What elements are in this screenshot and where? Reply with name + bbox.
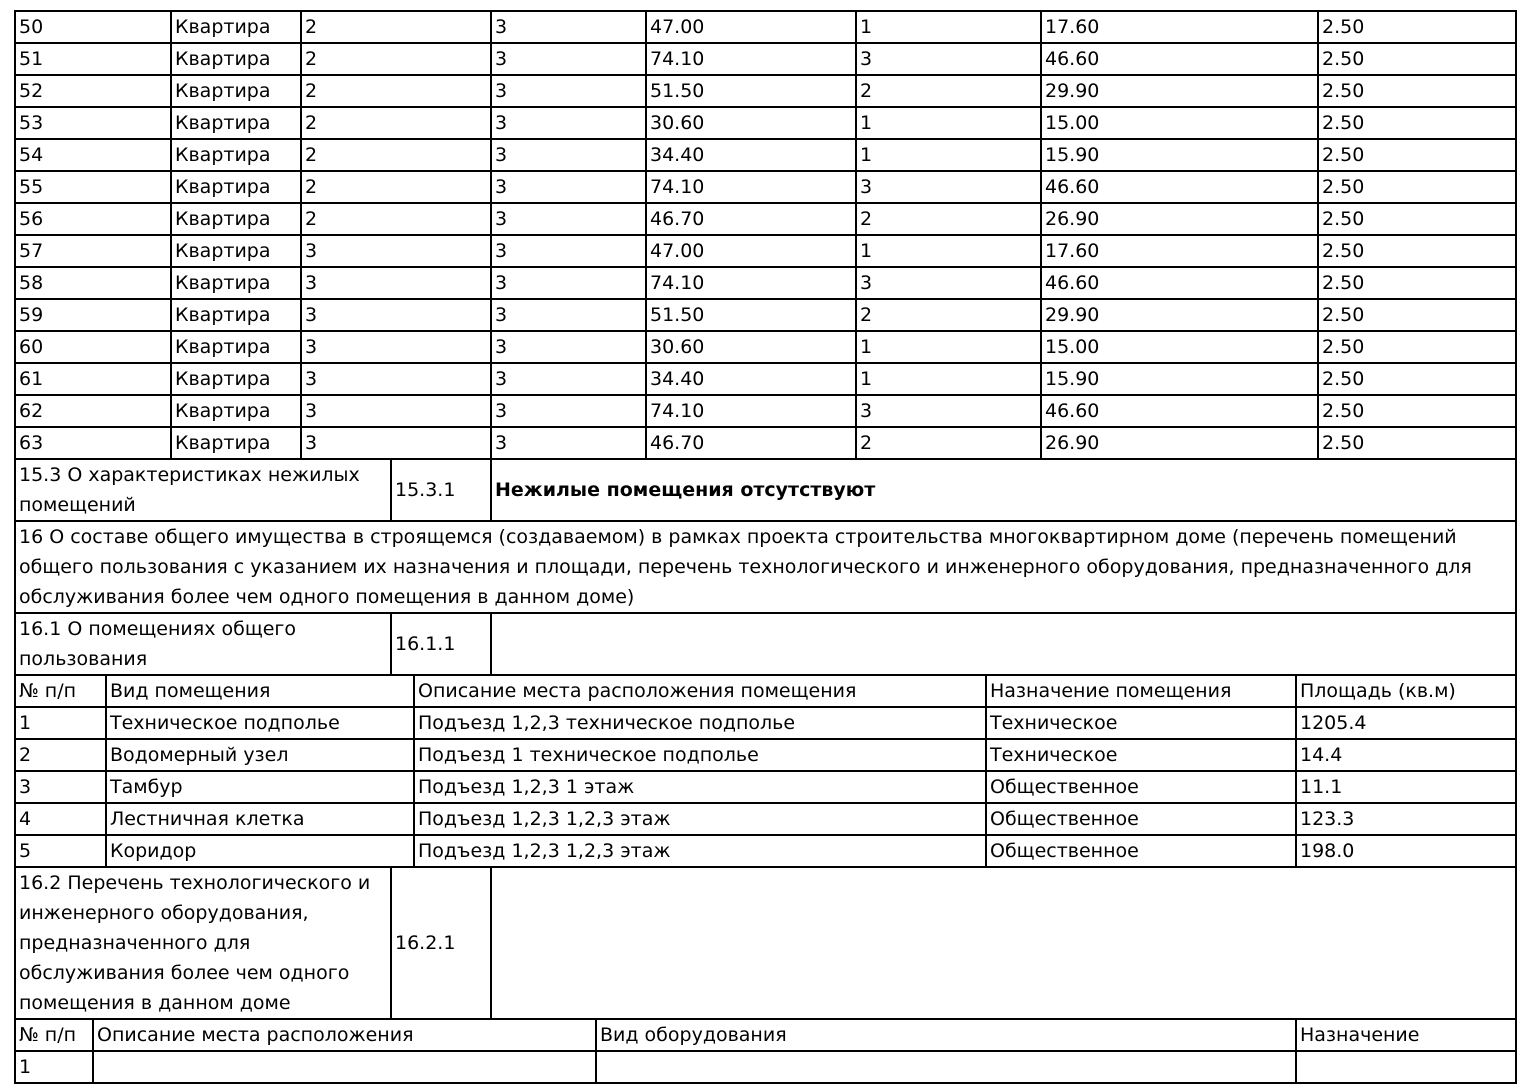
table-cell: 3	[491, 203, 646, 235]
table-cell: 74.10	[646, 43, 856, 75]
table-cell: 52	[15, 75, 171, 107]
table-cell: Квартира	[171, 139, 301, 171]
premises-table	[14, 674, 1517, 868]
table-cell: 3	[491, 395, 646, 427]
table-cell: 3	[491, 427, 646, 459]
table-cell: 3	[491, 267, 646, 299]
table-cell: Тамбур	[106, 771, 414, 803]
premises-header-type: Вид помещения	[106, 675, 414, 707]
table-cell: 3	[491, 171, 646, 203]
table-cell: 2	[856, 299, 1041, 331]
table-cell: 74.10	[646, 267, 856, 299]
table-cell: 47.00	[646, 11, 856, 43]
table-cell: 30.60	[646, 107, 856, 139]
table-cell: 1	[15, 1051, 93, 1083]
table-cell: 2	[856, 427, 1041, 459]
table-cell: 2.50	[1318, 267, 1516, 299]
table-cell: Подъезд 1,2,3 1 этаж	[414, 771, 986, 803]
table-cell: 29.90	[1041, 75, 1318, 107]
table-cell: Лестничная клетка	[106, 803, 414, 835]
section-16-2-value	[491, 867, 1516, 1019]
table-cell: 2.50	[1318, 11, 1516, 43]
table-cell: 29.90	[1041, 299, 1318, 331]
table-row	[15, 235, 1516, 267]
table-cell: 54	[15, 139, 171, 171]
table-cell	[596, 1051, 1296, 1083]
table-cell: 2.50	[1318, 75, 1516, 107]
table-cell: 50	[15, 11, 171, 43]
table-cell	[1296, 1051, 1516, 1083]
table-cell: 1	[856, 363, 1041, 395]
table-cell: 1205.4	[1296, 707, 1516, 739]
table-cell: 17.60	[1041, 235, 1318, 267]
table-cell: Квартира	[171, 11, 301, 43]
equipment-header-purpose: Назначение	[1296, 1019, 1516, 1051]
table-cell: 11.1	[1296, 771, 1516, 803]
table-cell: 3	[856, 43, 1041, 75]
table-cell: Подъезд 1 техническое подполье	[414, 739, 986, 771]
table-cell: Водомерный узел	[106, 739, 414, 771]
table-cell: 1	[856, 139, 1041, 171]
table-cell: Квартира	[171, 75, 301, 107]
equipment-header-num: № п/п	[15, 1019, 93, 1051]
table-cell: Общественное	[986, 835, 1296, 867]
table-row	[15, 739, 1516, 771]
table-cell: Квартира	[171, 171, 301, 203]
table-cell: 4	[15, 803, 106, 835]
table-cell: Квартира	[171, 107, 301, 139]
table-cell: Подъезд 1,2,3 1,2,3 этаж	[414, 835, 986, 867]
table-cell: 61	[15, 363, 171, 395]
table-cell: 3	[301, 267, 491, 299]
table-cell: Квартира	[171, 363, 301, 395]
table-row	[15, 43, 1516, 75]
table-cell: Техническое	[986, 707, 1296, 739]
section-16-1-code: 16.1.1	[391, 613, 491, 675]
section-15-3-value: Нежилые помещения отсутствуют	[491, 459, 1516, 521]
section-16-2-label: 16.2 Перечень технологического и инженерного оборудования, предназначенного для обслуживания более чем одного помещения в данном доме	[15, 867, 391, 1019]
equipment-table	[14, 1018, 1517, 1084]
table-cell: 15.00	[1041, 331, 1318, 363]
table-cell: Квартира	[171, 331, 301, 363]
table-cell: 60	[15, 331, 171, 363]
table-cell: Квартира	[171, 203, 301, 235]
table-cell: 2	[301, 171, 491, 203]
table-cell: 15.90	[1041, 363, 1318, 395]
equipment-table-body	[15, 1051, 1516, 1083]
premises-table-header-row	[15, 675, 1516, 707]
section-16-1	[14, 612, 1517, 676]
table-cell	[93, 1051, 596, 1083]
table-cell: 3	[491, 363, 646, 395]
table-row	[15, 267, 1516, 299]
table-cell: 58	[15, 267, 171, 299]
table-cell: 2.50	[1318, 43, 1516, 75]
table-cell: 3	[491, 331, 646, 363]
table-cell: 15.00	[1041, 107, 1318, 139]
table-row	[15, 139, 1516, 171]
table-cell: Квартира	[171, 427, 301, 459]
section-16-1-label: 16.1 О помещениях общего пользования	[15, 613, 391, 675]
table-cell: 3	[15, 771, 106, 803]
table-cell: 1	[856, 235, 1041, 267]
table-cell: 46.70	[646, 427, 856, 459]
table-cell: 3	[301, 363, 491, 395]
table-row	[15, 75, 1516, 107]
table-cell: 26.90	[1041, 203, 1318, 235]
table-cell: 1	[856, 11, 1041, 43]
table-cell: Квартира	[171, 235, 301, 267]
premises-header-num: № п/п	[15, 675, 106, 707]
table-cell: 62	[15, 395, 171, 427]
table-cell: 3	[856, 267, 1041, 299]
table-cell: 198.0	[1296, 835, 1516, 867]
table-cell: 51.50	[646, 299, 856, 331]
table-cell: Подъезд 1,2,3 техническое подполье	[414, 707, 986, 739]
table-cell: 74.10	[646, 171, 856, 203]
table-cell: 17.60	[1041, 11, 1318, 43]
table-cell: Подъезд 1,2,3 1,2,3 этаж	[414, 803, 986, 835]
table-cell: 3	[301, 331, 491, 363]
table-cell: 2	[301, 203, 491, 235]
section-15-3	[14, 458, 1517, 522]
table-cell: Квартира	[171, 299, 301, 331]
table-row	[15, 707, 1516, 739]
section-16-1-row	[15, 613, 1516, 675]
apartments-table	[14, 10, 1517, 460]
equipment-table-header-row	[15, 1019, 1516, 1051]
table-cell: Квартира	[171, 267, 301, 299]
table-cell: 57	[15, 235, 171, 267]
premises-header-purpose: Назначение помещения	[986, 675, 1296, 707]
table-cell: 3	[491, 235, 646, 267]
table-cell: 2	[301, 139, 491, 171]
table-cell: 1	[856, 107, 1041, 139]
table-cell: 59	[15, 299, 171, 331]
table-row	[15, 203, 1516, 235]
table-cell: Общественное	[986, 803, 1296, 835]
table-cell: 2	[856, 75, 1041, 107]
premises-header-location: Описание места расположения помещения	[414, 675, 986, 707]
table-cell: 3	[491, 139, 646, 171]
section-16-row	[15, 521, 1516, 613]
table-cell: 2	[856, 203, 1041, 235]
table-row	[15, 11, 1516, 43]
table-cell: 2.50	[1318, 299, 1516, 331]
table-row	[15, 427, 1516, 459]
table-cell: 47.00	[646, 235, 856, 267]
table-cell: 51	[15, 43, 171, 75]
table-cell: 2	[301, 107, 491, 139]
section-16	[14, 520, 1517, 614]
table-cell: 74.10	[646, 395, 856, 427]
table-cell: 2.50	[1318, 363, 1516, 395]
table-cell: Квартира	[171, 395, 301, 427]
table-row	[15, 171, 1516, 203]
table-row	[15, 1051, 1516, 1083]
table-row	[15, 771, 1516, 803]
table-cell: 3	[856, 171, 1041, 203]
apartments-table-body	[15, 11, 1516, 459]
table-cell: 2.50	[1318, 427, 1516, 459]
table-cell: 2	[301, 75, 491, 107]
table-cell: 34.40	[646, 139, 856, 171]
table-cell: 3	[491, 107, 646, 139]
table-row	[15, 835, 1516, 867]
equipment-header-location: Описание места расположения	[93, 1019, 596, 1051]
section-15-3-code: 15.3.1	[391, 459, 491, 521]
table-cell: Квартира	[171, 43, 301, 75]
section-16-1-value	[491, 613, 1516, 675]
table-cell: 2.50	[1318, 235, 1516, 267]
table-cell: 56	[15, 203, 171, 235]
table-cell: 15.90	[1041, 139, 1318, 171]
table-row	[15, 299, 1516, 331]
section-15-3-row	[15, 459, 1516, 521]
section-16-text: 16 О составе общего имущества в строящемся (создаваемом) в рамках проекта строительства многоквартирном доме (перечень помещений общего пользования с указанием их назначения и площади, перечень технологического и инженерного оборудования, предназначенного для обслуживания более чем одного помещения в данном доме)	[15, 521, 1516, 613]
table-cell: 46.60	[1041, 267, 1318, 299]
table-cell: 2.50	[1318, 331, 1516, 363]
section-15-3-label: 15.3 О характеристиках нежилых помещений	[15, 459, 391, 521]
table-cell: 2.50	[1318, 203, 1516, 235]
table-cell: 3	[301, 235, 491, 267]
table-cell: 123.3	[1296, 803, 1516, 835]
table-cell: 2.50	[1318, 107, 1516, 139]
table-cell: 2	[301, 43, 491, 75]
table-cell: 46.60	[1041, 171, 1318, 203]
table-cell: 63	[15, 427, 171, 459]
table-cell: 53	[15, 107, 171, 139]
table-cell: 3	[491, 299, 646, 331]
table-cell: 46.60	[1041, 395, 1318, 427]
section-16-2-row	[15, 867, 1516, 1019]
premises-table-body	[15, 707, 1516, 867]
table-cell: 3	[856, 395, 1041, 427]
table-cell: Техническое	[986, 739, 1296, 771]
table-cell: 46.70	[646, 203, 856, 235]
table-cell: 34.40	[646, 363, 856, 395]
table-cell: 2	[301, 11, 491, 43]
table-row	[15, 803, 1516, 835]
table-cell: Коридор	[106, 835, 414, 867]
table-cell: 1	[15, 707, 106, 739]
table-cell: Техническое подполье	[106, 707, 414, 739]
table-cell: 55	[15, 171, 171, 203]
equipment-header-type: Вид оборудования	[596, 1019, 1296, 1051]
table-cell: 1	[856, 331, 1041, 363]
table-cell: 5	[15, 835, 106, 867]
table-cell: 3	[301, 427, 491, 459]
table-cell: 46.60	[1041, 43, 1318, 75]
table-row	[15, 363, 1516, 395]
table-row	[15, 331, 1516, 363]
table-cell: Общественное	[986, 771, 1296, 803]
table-row	[15, 395, 1516, 427]
table-cell: 30.60	[646, 331, 856, 363]
table-cell: 3	[301, 299, 491, 331]
section-16-2-code: 16.2.1	[391, 867, 491, 1019]
section-16-2	[14, 866, 1517, 1020]
table-cell: 2.50	[1318, 395, 1516, 427]
table-cell: 3	[301, 395, 491, 427]
table-cell: 3	[491, 11, 646, 43]
table-cell: 26.90	[1041, 427, 1318, 459]
table-cell: 3	[491, 75, 646, 107]
table-cell: 2	[15, 739, 106, 771]
table-cell: 2.50	[1318, 171, 1516, 203]
table-cell: 51.50	[646, 75, 856, 107]
table-cell: 3	[491, 43, 646, 75]
table-cell: 2.50	[1318, 139, 1516, 171]
table-row	[15, 107, 1516, 139]
table-cell: 14.4	[1296, 739, 1516, 771]
premises-header-area: Площадь (кв.м)	[1296, 675, 1516, 707]
